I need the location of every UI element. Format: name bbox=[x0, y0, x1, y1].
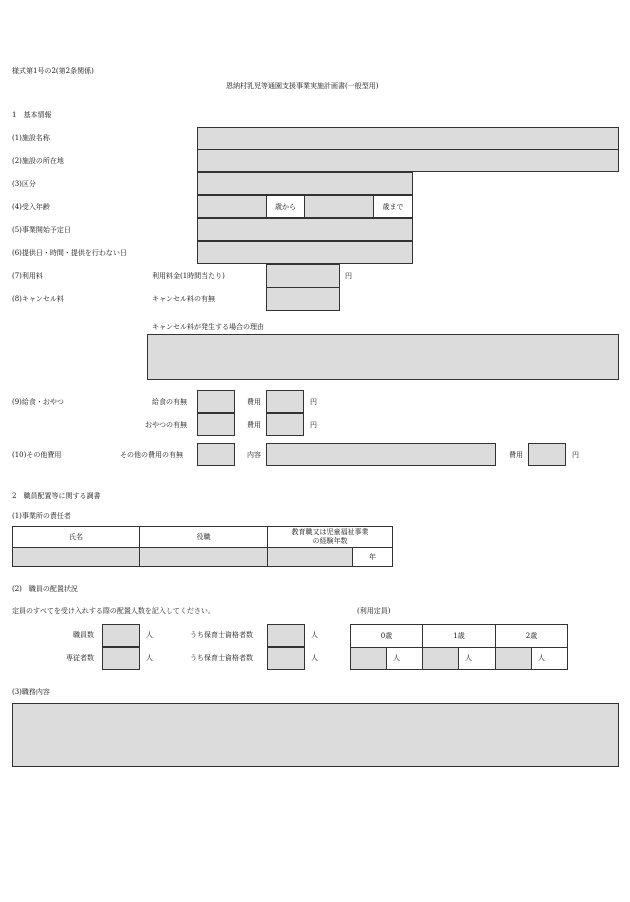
capacity-age2-unit: 人 bbox=[538, 654, 545, 662]
capacity-header-age0: 0歳 bbox=[350, 624, 423, 648]
meal-presence-field[interactable] bbox=[197, 390, 235, 413]
age-from-unit: 歳から bbox=[266, 195, 305, 218]
duties-heading: (3)職務内容 bbox=[12, 688, 50, 696]
cancel-fee-label: (8)キャンセル料 bbox=[12, 295, 64, 303]
staffing-heading: (2) 職員の配置状況 bbox=[12, 585, 78, 593]
meal-presence-label: 給食の有無 bbox=[152, 398, 187, 406]
capacity-age1-field[interactable] bbox=[422, 647, 459, 670]
fulltime-count-unit: 人 bbox=[146, 654, 153, 662]
capacity-age0-unit: 人 bbox=[393, 654, 400, 662]
category-label: (3)区分 bbox=[12, 180, 36, 188]
capacity-header-age2: 2歳 bbox=[495, 624, 568, 648]
start-date-label: (5)事業開始予定日 bbox=[12, 226, 71, 234]
staff-count-field[interactable] bbox=[102, 624, 140, 647]
snack-cost-field[interactable] bbox=[266, 413, 304, 436]
other-presence-label: その他の費用の有無 bbox=[120, 451, 183, 459]
table-header-position: 役職 bbox=[139, 526, 268, 548]
meal-cost-label: 費用 bbox=[247, 398, 261, 406]
other-cost-field[interactable] bbox=[528, 443, 566, 466]
manager-name-field[interactable] bbox=[12, 547, 140, 567]
fulltime-count-label: 専従者数 bbox=[66, 654, 94, 662]
fee-hourly-label: 利用料金(1時間当たり) bbox=[152, 272, 225, 280]
facility-name-field[interactable] bbox=[197, 127, 619, 150]
other-costs-label: (10)その他費用 bbox=[12, 451, 62, 459]
staff-count-unit: 人 bbox=[146, 631, 153, 639]
capacity-age0-field[interactable] bbox=[350, 647, 387, 670]
table-header-experience: 教育職又は児童福祉事業の経験年数 bbox=[267, 526, 393, 548]
facility-location-label: (2)施設の所在地 bbox=[12, 157, 64, 165]
fulltime-qualified-field[interactable] bbox=[267, 647, 305, 670]
years-unit: 年 bbox=[352, 547, 393, 567]
fee-label: (7)利用料 bbox=[12, 272, 43, 280]
other-presence-field[interactable] bbox=[197, 443, 235, 466]
staff-qualified-field[interactable] bbox=[267, 624, 305, 647]
manager-experience-field[interactable] bbox=[267, 547, 353, 567]
meal-cost-field[interactable] bbox=[266, 390, 304, 413]
manager-position-field[interactable] bbox=[139, 547, 268, 567]
snack-presence-label: おやつの有無 bbox=[145, 421, 187, 429]
table-header-name: 氏名 bbox=[12, 526, 140, 548]
document-title: 恩納村乳児等通園支援事業実施計画書(一般型用) bbox=[226, 82, 379, 90]
cancel-presence-label: キャンセル料の有無 bbox=[152, 295, 215, 303]
fulltime-qualified-label: うち保育士資格者数 bbox=[190, 654, 253, 662]
capacity-age2-field[interactable] bbox=[495, 647, 532, 670]
start-date-field[interactable] bbox=[197, 218, 413, 241]
cancel-presence-field[interactable] bbox=[266, 287, 340, 311]
age-to-field[interactable] bbox=[304, 195, 374, 218]
cancel-reason-label: キャンセル料が発生する場合の理由 bbox=[152, 323, 264, 331]
capacity-header-age1: 1歳 bbox=[422, 624, 496, 648]
age-from-field[interactable] bbox=[197, 195, 267, 218]
age-range-label: (4)受入年齢 bbox=[12, 203, 50, 211]
category-field[interactable] bbox=[197, 172, 413, 195]
fee-hourly-field[interactable] bbox=[266, 264, 340, 288]
age-to-unit: 歳まで bbox=[373, 195, 413, 218]
snack-yen-unit: 円 bbox=[310, 421, 317, 429]
other-content-label: 内容 bbox=[247, 451, 261, 459]
snack-presence-field[interactable] bbox=[197, 413, 235, 436]
staff-qualified-label: うち保育士資格者数 bbox=[190, 631, 253, 639]
other-content-field[interactable] bbox=[266, 443, 496, 466]
staffing-note: 定員のすべてを受け入れする際の配置人数を記入してください。 bbox=[12, 607, 215, 615]
facility-name-label: (1)施設名称 bbox=[12, 134, 50, 142]
service-days-field[interactable] bbox=[197, 241, 413, 264]
capacity-age1-unit: 人 bbox=[465, 654, 472, 662]
staff-count-label: 職員数 bbox=[73, 631, 94, 639]
fulltime-qualified-unit: 人 bbox=[311, 654, 318, 662]
facility-location-field[interactable] bbox=[197, 149, 619, 172]
form-number: 様式第1号の2(第2条関係) bbox=[12, 67, 94, 75]
fee-yen-unit: 円 bbox=[345, 272, 352, 280]
duties-field[interactable] bbox=[12, 703, 619, 767]
section2-heading: 2 職員配置等に関する調書 bbox=[12, 492, 101, 500]
staff-qualified-unit: 人 bbox=[311, 631, 318, 639]
manager-heading: (1)事業所の責任者 bbox=[12, 512, 71, 520]
other-cost-label: 費用 bbox=[509, 451, 523, 459]
section1-heading: 1 基本情報 bbox=[12, 111, 52, 119]
other-yen-unit: 円 bbox=[572, 451, 579, 459]
service-days-label: (6)提供日・時間・提供を行わない日 bbox=[12, 249, 127, 257]
meals-label: (9)給食・おやつ bbox=[12, 398, 64, 406]
fulltime-count-field[interactable] bbox=[102, 647, 140, 670]
cancel-reason-field[interactable] bbox=[147, 334, 619, 380]
snack-cost-label: 費用 bbox=[247, 421, 261, 429]
capacity-label: (利用定員) bbox=[357, 607, 391, 615]
meal-yen-unit: 円 bbox=[310, 398, 317, 406]
